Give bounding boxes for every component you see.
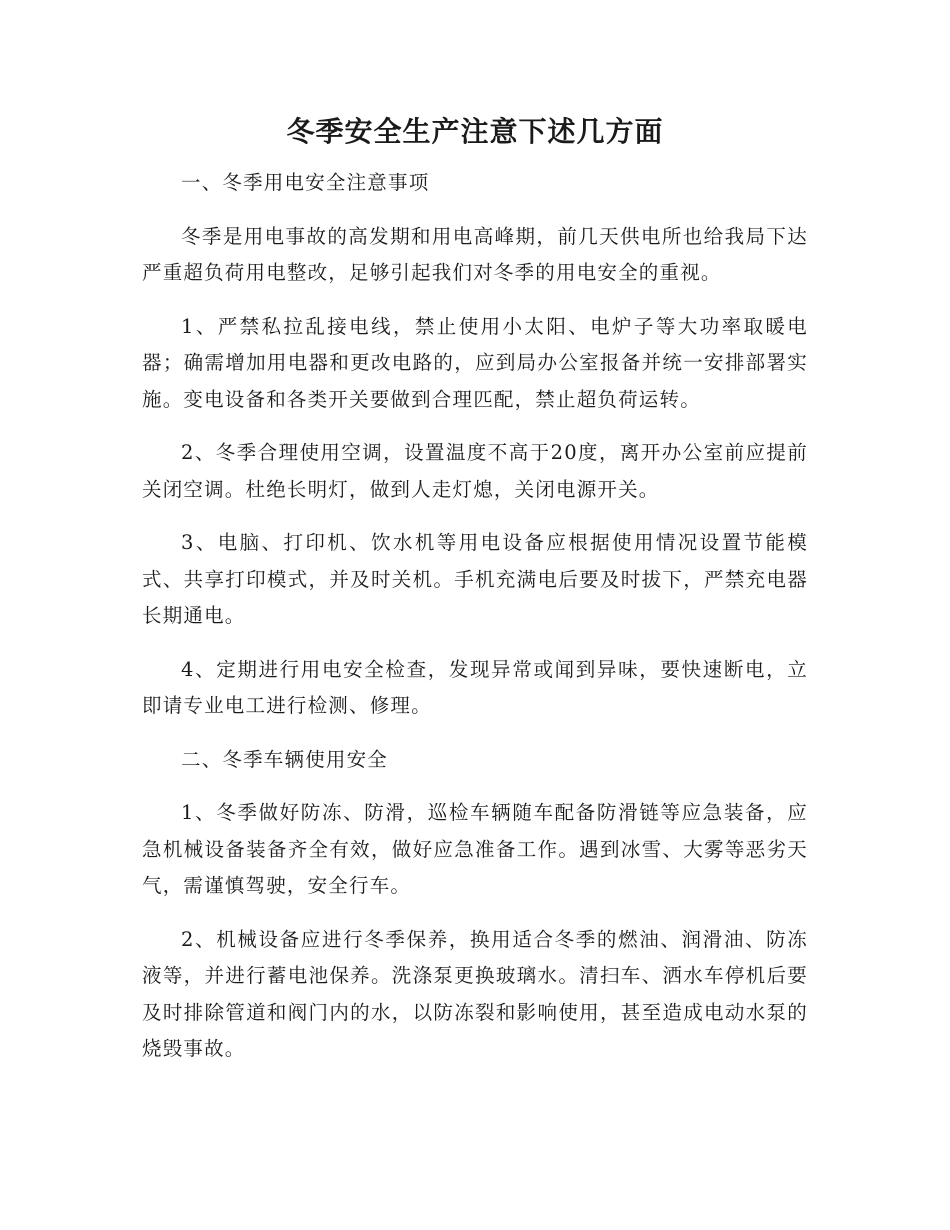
section-heading-electricity: 一、冬季用电安全注意事项 bbox=[181, 171, 430, 194]
paragraph-vehicle-1: 1、冬季做好防冻、防滑，巡检车辆随车配备防滑链等应急装备，应急机械设备装备齐全有效，做好应急准备工作。遇到冰雪、大雾等恶劣天气，需谨慎驾驶，安全行车。 bbox=[142, 801, 808, 897]
document-title: 冬季安全生产注意下述几方面 bbox=[286, 115, 664, 148]
paragraph-intro: 冬季是用电事故的高发期和用电高峰期，前几天供电所也给我局下达严重超负荷用电整改，足够引起我们对冬季的用电安全的重视。 bbox=[142, 224, 808, 284]
paragraph-item-1: 1、严禁私拉乱接电线，禁止使用小太阳、电炉子等大功率取暖电器；确需增加用电器和更改电路的，应到局办公室报备并统一安排部署实施。变电设备和各类开关要做到合理匹配，禁止超负荷运转。 bbox=[142, 314, 808, 411]
section-heading-vehicles: 二、冬季车辆使用安全 bbox=[181, 747, 389, 771]
paragraph-vehicle-2: 2、机械设备应进行冬季保养，换用适合冬季的燃油、润滑油、防冻液等，并进行蓄电池保养。洗涤泵更换玻璃水。清扫车、洒水车停机后要及时排除管道和阀门内的水，以防冻裂和影响使用，甚至造成电动水泵的烧毁事故。 bbox=[142, 927, 808, 1060]
paragraph-item-3: 3、电脑、打印机、饮水机等用电设备应根据使用情况设置节能模式、共享打印模式，并及时关机。手机充满电后要及时拔下，严禁充电器长期通电。 bbox=[142, 531, 808, 627]
document-body bbox=[142, 165, 808, 1085]
paragraph-item-2: 2、冬季合理使用空调，设置温度不高于20度，离开办公室前应提前关闭空调。杜绝长明灯，做到人走灯熄，关闭电源开关。 bbox=[142, 441, 808, 501]
paragraph-item-4: 4、定期进行用电安全检查，发现异常或闻到异味，要快速断电，立即请专业电工进行检测、修理。 bbox=[142, 657, 808, 717]
